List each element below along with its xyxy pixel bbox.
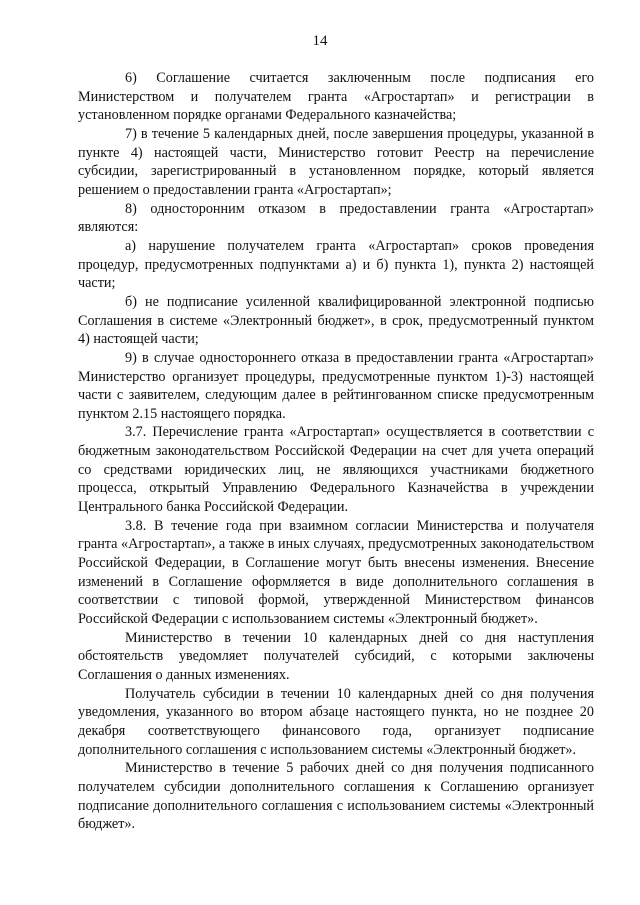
paragraph-8: 8) односторонним отказом в предоставлении гранта «Агростартап» являются:: [78, 200, 594, 236]
paragraph-3-7: 3.7. Перечисление гранта «Агростартап» осуществляется в соответствии с бюджетным законодательством Российской Федерации на счет для учета операций со средствами юридических лиц, не являющихся участниками бюджетного процесса, открытый Управлению Федерального Казначейства в учреждении Центрального банка Российской Федерации.: [78, 424, 594, 516]
paragraph-8b: б) не подписание усиленной квалифицированной электронной подписью Соглашения в системе «Электронный бюджет», в срок, предусмотренный пунктом 4) настоящей части;: [78, 293, 594, 348]
paragraph-6: 6) Соглашение считается заключенным после подписания его Министерством и получателем гранта «Агростартап» и регистрации в установленном порядке органами Федерального казначейства;: [78, 70, 594, 124]
paragraph-7: 7) в течение 5 календарных дней, после завершения процедуры, указанной в пункте 4) настоящей части, Министерство готовит Реестр на перечисление субсидии, зарегистрированный в установленном порядке, который является решением о предоставлении гранта «Агростартап»;: [78, 125, 594, 198]
paragraph-recipient-signing: Получатель субсидии в течении 10 календарных дней со дня получения уведомления, указанного во втором абзаце настоящего пункта, но не позднее 20 декабря соответствующего финансового года, организует подписание дополнительного соглашения с использованием системы «Электронный бюджет».: [78, 685, 594, 758]
document-body: [78, 69, 594, 834]
paragraph-9: 9) в случае одностороннего отказа в предоставлении гранта «Агростартап» Министерство организует процедуры, предусмотренные пунктом 1)-3) настоящей части с заявителем, следующим далее в рейтингованном списке предусмотренным пунктом 2.15 настоящего порядка.: [78, 349, 594, 422]
paragraph-ministry-notice: Министерство в течении 10 календарных дней со дня наступления обстоятельств уведомляет получателей субсидий, с которыми заключены Соглашения о данных изменениях.: [78, 629, 594, 683]
paragraph-ministry-signing: Министерство в течение 5 рабочих дней со дня получения подписанного получателем субсидии дополнительного соглашения к Соглашению организует подписание дополнительного соглашения с использованием системы «Электронный бюджет».: [78, 760, 594, 833]
paragraph-3-8: 3.8. В течение года при взаимном согласии Министерства и получателя гранта «Агростартап», а также в иных случаях, предусмотренных законодательством Российской Федерации, в Соглашение могут быть внесены изменения. Внесение изменений в Соглашение оформляется в виде дополнительного соглашения в соответствии с типовой формой, утвержденной Министерством финансов Российской Федерации с использованием системы «Электронный бюджет».: [78, 517, 594, 628]
paragraph-8a: а) нарушение получателем гранта «Агростартап» сроков проведения процедур, предусмотренных подпунктами а) и б) пункта 1), пункта 2) настоящей части;: [78, 237, 594, 292]
page-number: 14: [312, 33, 328, 49]
